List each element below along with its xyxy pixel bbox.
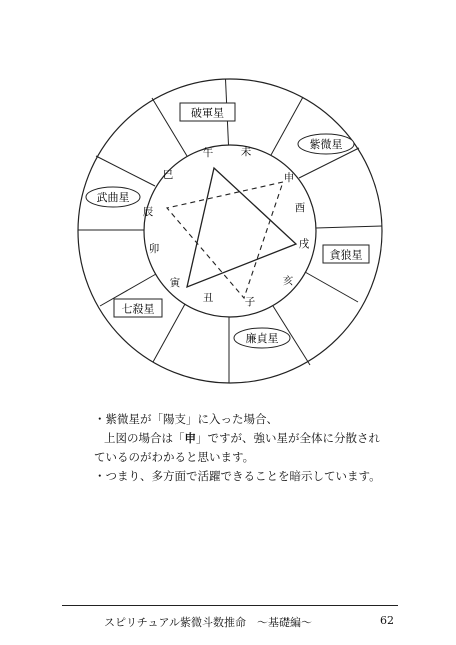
branch-hitsuji: 未 [240,146,252,158]
star-upper-right [298,134,354,154]
star-label-hagun: 破軍星 [191,106,224,120]
footer-title: スピリチュアル紫微斗数推命 ～基礎編～ [104,616,313,629]
text-line-2 [94,429,424,448]
text-line-2-post: 」ですが、強い星が全体に分散され [196,431,380,445]
star-label-bukyoku: 武曲星 [96,191,130,204]
star-lower-right [234,328,290,348]
star-top [180,103,235,121]
body-text [94,410,424,486]
sector-dividers [78,79,382,383]
text-line-2-bold: 申 [184,431,196,445]
text-line-1: ・紫微星が「陽支」に入った場合、 [94,412,278,426]
branch-i: 亥 [282,275,294,287]
branch-tori: 酉 [294,202,306,214]
outer-circle [78,79,382,383]
branch-labels [143,145,310,308]
star-left [86,187,140,207]
page-number: 62 [380,614,394,627]
star-label-shichisatsu: 七殺星 [121,302,155,316]
dashed-triangle [167,182,283,298]
branch-tatsu: 辰 [142,206,154,218]
star-right [323,245,369,263]
solid-triangle [187,168,296,287]
text-line-4: ・つまり、多方面で活躍できることを暗示しています。 [94,469,381,483]
star-label-donro: 貪狼星 [329,248,363,262]
footer-rule [62,605,398,606]
star-label-rentei: 廉貞星 [245,332,279,345]
star-lower-left [114,299,162,317]
branch-tora: 寅 [169,277,181,289]
star-label-shibi: 紫微星 [309,138,343,151]
branch-uma: 午 [202,147,214,159]
branch-saru: 申 [283,172,295,184]
branch-mi: 巳 [162,169,174,181]
branch-ne: 子 [244,296,256,308]
branch-ushi: 丑 [202,292,214,304]
branch-inu: 戌 [298,238,310,250]
branch-u: 卯 [148,243,160,255]
text-line-3: ているのがわかると思います。 [94,450,255,464]
text-line-2-pre: 上図の場合は「 [104,431,185,445]
